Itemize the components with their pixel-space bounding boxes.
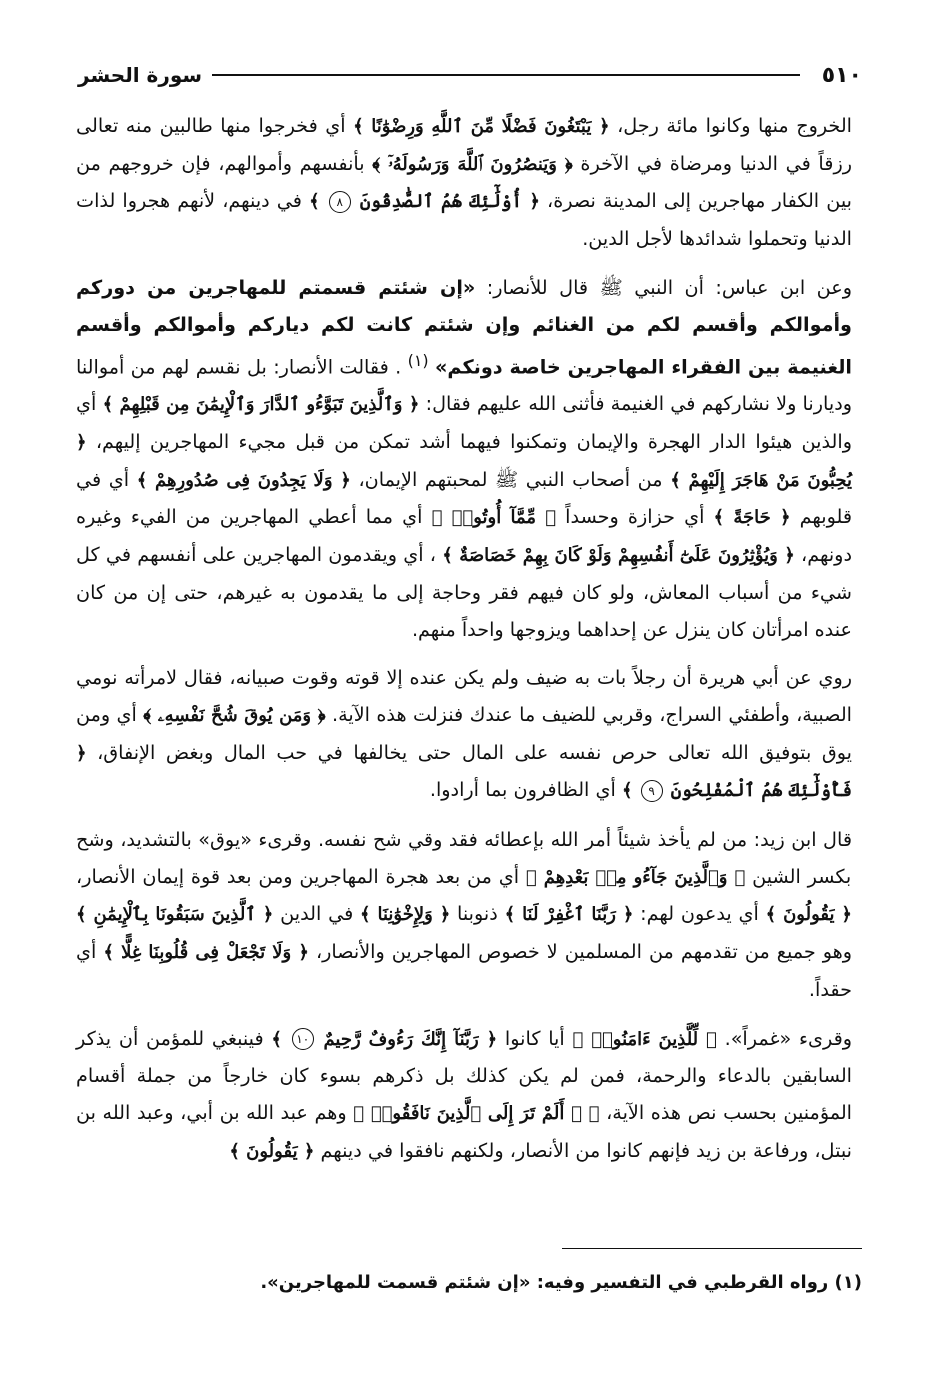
text-run: أي حزازة وحسداً xyxy=(556,505,705,529)
quran-verse: ﴿ وَٱلَّذِينَ جَآءُو مِنۢ بَعْدِهِمْ ﴾ xyxy=(525,866,746,888)
header-rule xyxy=(212,74,800,76)
text-run: أي مما أعطي المهاجرين من الفيء وغيره دونهم، xyxy=(76,505,852,567)
paragraph-5 xyxy=(76,1021,852,1171)
text-run: وهو جميع من تقدمهم من المسلمين لا خصوص المهاجرين والأنصار، xyxy=(308,940,852,964)
text-run: أي فخرجوا منها طالبين منه تعالى رزقاً في الدنيا ومرضاة في الآخرة xyxy=(76,114,852,175)
text-run: أي الظافرون بما أرادوا. xyxy=(429,778,616,802)
text-run: روي عن أبي هريرة أن رجلاً بات به ضيف ولم يكن عنده إلا قوته وقوت صبيانه، فقال لامرأته نومي الصبية، وأطفئي السراج، وقربي للضيف ما عندك فنزلت هذه الآية. xyxy=(76,666,852,726)
text-run: بأنفسهم وأموالهم، فإن خروجهم من بين الكفار مهاجرين إلى المدينة نصرة، xyxy=(76,151,852,213)
text-run: أي والذين هيئوا الدار الهجرة والإيمان وتمكنوا فيهما أشد تمكن من قبل مجيء المهاجرين إليهم، xyxy=(76,392,852,454)
verse-bracket: ﴾ xyxy=(309,191,320,213)
text-run: الخروج منها وكانوا مائة رجل، xyxy=(609,114,853,137)
paragraph-1 xyxy=(76,108,852,258)
quran-verse: ﴿ وَيَنصُرُونَ ٱللَّهَ وَرَسُولَهُۥٓ ﴾ xyxy=(372,153,573,175)
ayah-number: ٩ xyxy=(641,780,663,802)
quran-verse: ﴿ يَقُولُونَ ﴾ xyxy=(229,1140,315,1162)
quran-verse: ﴿ يَبْتَغُونَ فَضْلًا مِّنَ ٱللَّهِ وَرِضْوَٰنًا ﴾ xyxy=(353,116,610,137)
page-header xyxy=(78,58,862,92)
text-run: أي ومن يوق بتوفيق الله تعالى حرص نفسه على المال حتى يخالفها في حب المال وبغض الإنفاق، xyxy=(76,702,852,764)
quran-verse: ﴿ يُحِبُّونَ مَنْ هَاجَرَ إِلَيْهِمْ ﴾ xyxy=(76,432,852,491)
text-run: فينبغي للمؤمن أن يذكر السابقين بالدعاء والرحمة، فمن لم يكن كذلك بل ذكرهم بسوء كان خارجاً من جملة أقسام المؤمنين بحسب نص هذه الآية، xyxy=(76,1026,853,1124)
footnote xyxy=(86,1268,862,1298)
quran-verse: ﴿ فَأُوْلَٰٓئِكَ هُمُ ٱلْمُفْلِحُونَ xyxy=(76,742,852,802)
text-run: قال ابن زيد: من لم يأخذ شيئاً أمر الله بإعطائه فقد وقي شح نفسه. وقرىء «يوق» بالتشديد، وشح بكسر الشين xyxy=(76,828,852,888)
quran-verse: ﴿ أُوْلَٰٓئِكَ هُمُ ٱلصَّٰدِقُونَ xyxy=(359,191,540,213)
verse-bracket: ﴾ xyxy=(621,780,633,802)
quran-verse: ﴿ وَلَا يَجِدُونَ فِى صُدُورِهِمْ ﴾ xyxy=(136,469,351,491)
paragraph-4 xyxy=(76,822,852,1009)
text-run: . فقالت الأنصار: بل نقسم لهم من أموالنا وديارنا ولا نشاركهم في الغنيمة فأثنى الله عليهم فقال: xyxy=(76,355,853,416)
text-run: وهم عبد الله بن أبي، وعبد الله بن نبتل، ورفاعة بن زيد فإنهم كانوا من الأنصار، ولكنهم نافقوا في دينهم xyxy=(76,1100,852,1162)
page-body xyxy=(76,108,852,1170)
quran-verse: ﴿ وَلِإِخْوَٰنِنَا ﴾ xyxy=(360,904,451,926)
footnote-ref[interactable]: (١) xyxy=(407,351,429,371)
text-run: أي حقداً. xyxy=(76,940,852,1001)
footnote-number: (١) xyxy=(834,1272,862,1293)
text-run: أي من بعد هجرة المهاجرين ومن بعد قوة إيمان الأنصار، xyxy=(76,864,520,888)
text-run: في الدين xyxy=(273,902,354,926)
quran-verse: ﴿ يَقُولُونَ ﴾ xyxy=(765,904,852,926)
text-run: أيا كانوا xyxy=(497,1026,565,1050)
ayah-number: ١٠ xyxy=(292,1028,314,1050)
paragraph-3 xyxy=(76,660,852,810)
text-run: في دينهم، لأنهم هجروا لذات الدنيا وتحملوا شدائدها لأجل الدين. xyxy=(76,189,852,251)
text-run: أي يدعون لهم: xyxy=(633,902,759,926)
quran-verse: ﴿ وَيُؤْثِرُونَ عَلَىٰٓ أَنفُسِهِمْ وَلَوْ كَانَ بِهِمْ خَصَاصَةٌ ﴾ xyxy=(442,545,795,567)
quran-verse: ﴿ ٱلَّذِينَ سَبَقُونَا بِٱلْإِيمَٰنِ ﴾ xyxy=(76,904,274,926)
quran-verse: ﴿ ۞ أَلَمْ تَرَ إِلَى ٱلَّذِينَ نَافَقُوا۟ ﴾ xyxy=(353,1102,600,1124)
page-number: ٥١٠ xyxy=(821,62,862,88)
footnote-text: رواه القرطبي في التفسير وفيه: «إن شئتم قسمت للمهاجرين». xyxy=(260,1272,829,1293)
quran-verse: ﴿ رَبَّنَا ٱغْفِرْ لَنَا ﴾ xyxy=(504,904,634,926)
quran-verse: ﴿ وَمَن يُوقَ شُحَّ نَفْسِهِۦ ﴾ xyxy=(143,704,326,726)
quran-verse: ﴿ حَاجَةً ﴾ xyxy=(713,507,791,529)
text-run: وعن ابن عباس: أن النبي ﷺ قال للأنصار: xyxy=(475,275,852,299)
text-run: أي في قلوبهم xyxy=(76,467,853,529)
text-run: ، أي ويقدمون المهاجرين على أنفسهم في كل شيء من أسباب المعاش، ولو كان فيهم فقر وحاجة إلى ما يقدمون به غيرهم، حتى إن من كان عنده امرأتان كان ينزل عن إحداهما ويزوجها واحداً منهم. xyxy=(76,543,852,641)
quran-verse: ﴿ وَلَا تَجْعَلْ فِى قُلُوبِنَا غِلًّا ﴾ xyxy=(103,942,309,964)
hadith-quote: «إن شئتم قسمتم للمهاجرين من دوركم وأموالكم وأقسم لكم من الغنائم وإن شئتم كانت لكم دياركم وأموالكم وأقسم الغنيمة بين الفقراء المهاجرين خاصة دونكم» xyxy=(76,275,852,379)
ayah-number: ٨ xyxy=(329,191,351,213)
paragraph-2 xyxy=(76,270,852,648)
text-run: ذنوبنا xyxy=(450,902,498,926)
text-run: وقرىء «غمراً». xyxy=(716,1026,853,1050)
footnote-divider xyxy=(562,1248,862,1249)
verse-bracket: ﴾ xyxy=(271,1028,282,1050)
quran-verse: ﴿ رَبَّنَآ إِنَّكَ رَءُوفٌ رَّحِيمٌ xyxy=(323,1028,498,1050)
quran-verse: ﴿ لِّلَّذِينَ ءَامَنُوا۟ ﴾ xyxy=(572,1028,717,1050)
text-run: من أصحاب النبي ﷺ لمحبتهم الإيمان، xyxy=(350,467,663,491)
quran-verse: ﴿ وَٱلَّذِينَ تَبَوَّءُو ٱلدَّارَ وَٱلْإِيمَٰنَ مِن قَبْلِهِمْ ﴾ xyxy=(102,394,420,416)
quran-verse: ﴿ مِّمَّآ أُوتُوا۟ ﴾ xyxy=(431,507,557,529)
surah-name: سورة الحشر xyxy=(78,63,203,87)
